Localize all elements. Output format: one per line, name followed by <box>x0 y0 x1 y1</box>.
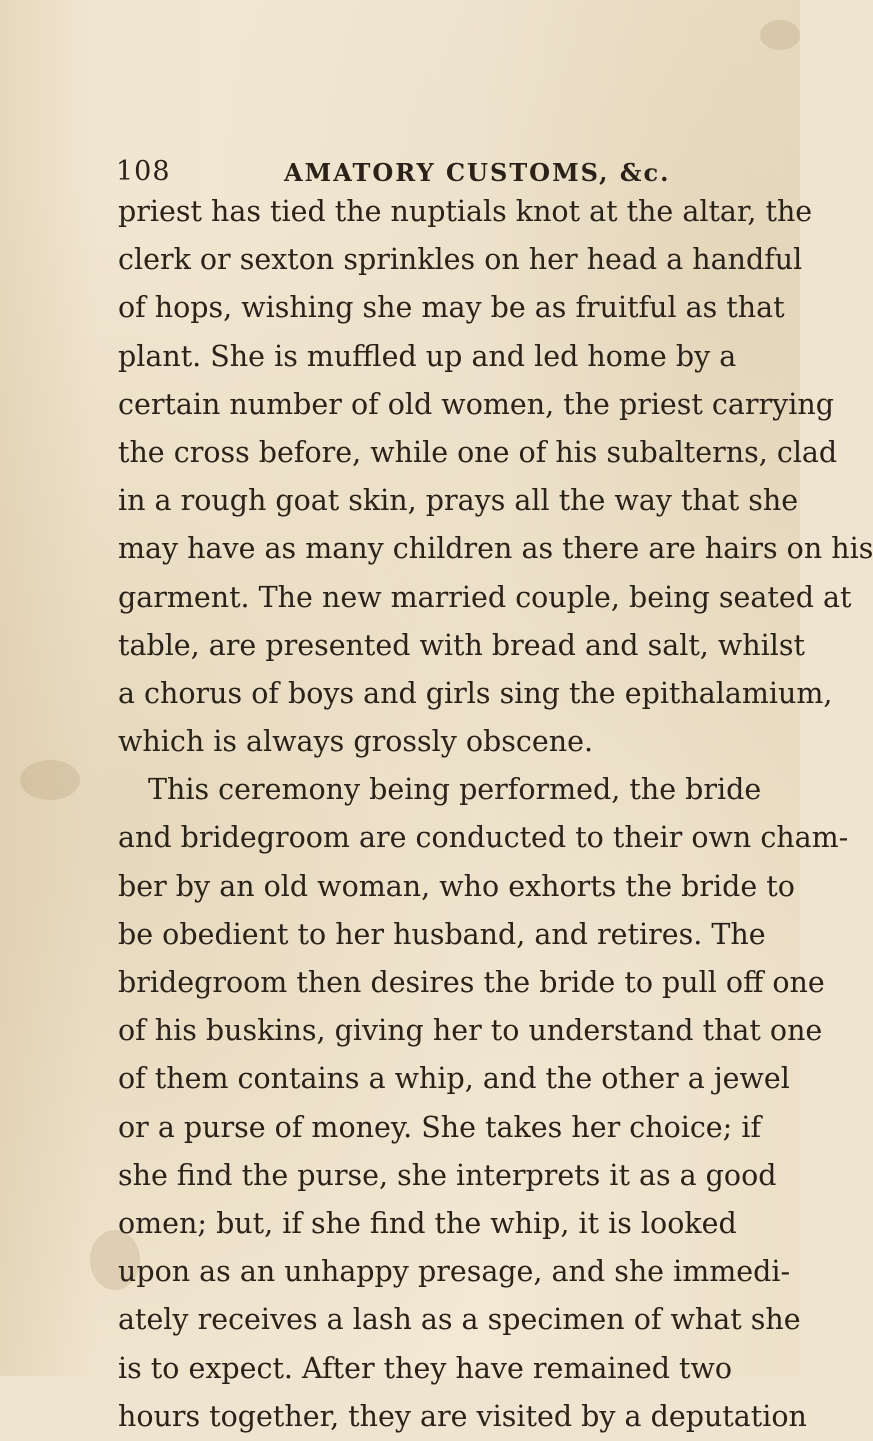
text-line: bridegroom then desires the bride to pull off one <box>118 966 825 999</box>
paper-stain <box>760 20 800 50</box>
text-line: ber by an old woman, who exhorts the bride to <box>118 869 795 903</box>
running-title: AMATORY CUSTOMS, &c. <box>284 158 671 187</box>
text-line: a chorus of boys and girls sing the epithalamium, <box>118 676 833 710</box>
page-number: 108 <box>116 156 171 187</box>
text-line: of them contains a whip, and the other a jewel <box>118 1062 790 1096</box>
paper-stain <box>20 760 80 800</box>
page-header <box>116 156 716 190</box>
text-line: plant. She is muffled up and led home by a <box>118 339 737 373</box>
text-line: certain number of old women, the priest carrying <box>118 387 834 421</box>
paragraph-start-line: This ceremony being performed, the bride <box>148 773 762 807</box>
text-line: be obedient to her husband, and retires. The <box>118 917 766 951</box>
text-line: upon as an unhappy presage, and she immedi- <box>118 1255 791 1289</box>
text-line: she find the purse, she interprets it as a good <box>118 1158 777 1192</box>
text-line: of hops, wishing she may be as fruitful as that <box>118 291 785 325</box>
text-line: is to expect. After they have remained two <box>118 1351 733 1385</box>
text-line: or a purse of money. She takes her choice; if <box>118 1110 761 1144</box>
text-line: may have as many children as there are hairs on his <box>118 532 873 566</box>
text-line: table, are presented with bread and salt, whilst <box>118 628 805 662</box>
text-line: hours together, they are visited by a deputation <box>118 1399 807 1433</box>
text-line: which is always grossly obscene. <box>118 725 594 759</box>
text-line: the cross before, while one of his subalterns, clad <box>118 435 838 469</box>
text-line: omen; but, if she find the whip, it is looked <box>118 1206 737 1240</box>
text-line: garment. The new married couple, being seated at <box>118 580 852 614</box>
text-line: in a rough goat skin, prays all the way that she <box>118 484 799 518</box>
body-text <box>118 188 873 1441</box>
text-line: and bridegroom are conducted to their own cham- <box>118 821 849 855</box>
text-line: ately receives a lash as a specimen of what she <box>118 1303 801 1337</box>
text-line: clerk or sexton sprinkles on her head a handful <box>118 243 803 277</box>
text-line: priest has tied the nuptials knot at the altar, the <box>118 195 813 228</box>
text-line: of his buskins, giving her to understand that one <box>118 1014 823 1048</box>
